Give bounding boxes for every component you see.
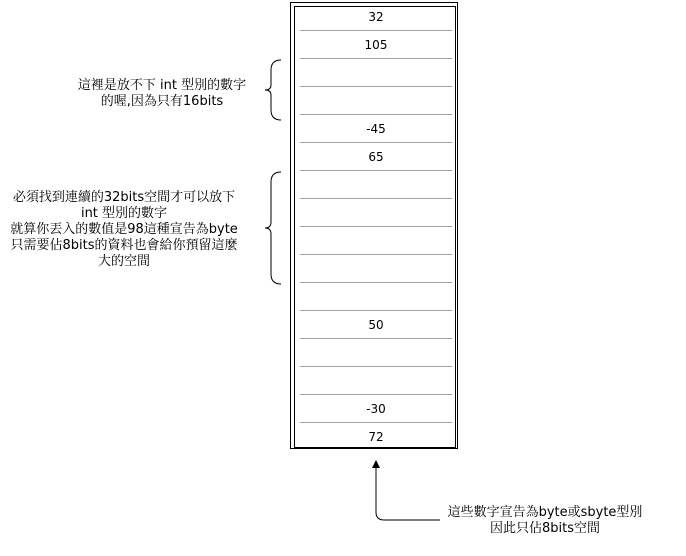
note-32bit: 必須找到連續的32bits空間才可以放下 int 型別的數字 就算你丟入的數值是98這種宣告為byte 只需要佔8bits的資料也會給你預留這麼 大的空間 [10, 190, 238, 269]
brace-32bit-icon [265, 172, 281, 284]
memory-cell: 65 [300, 143, 452, 171]
note-byte: 這些數字宣告為byte或sbyte型別 因此只佔8bits空間 [447, 505, 643, 536]
brace-16bit-icon [265, 60, 281, 120]
memory-cell: 105 [300, 31, 452, 59]
note-16bit: 這裡是放不下 int 型別的數字 的喔,因為只有16bits [77, 78, 247, 109]
memory-cell: -45 [300, 115, 452, 143]
memory-cell: -30 [300, 395, 452, 423]
arrow-connector-icon [376, 467, 440, 520]
memory-cell: 32 [300, 3, 452, 31]
arrow-head-icon [372, 460, 380, 468]
memory-cell: 72 [368, 430, 384, 444]
memory-cell: 50 [300, 311, 452, 339]
